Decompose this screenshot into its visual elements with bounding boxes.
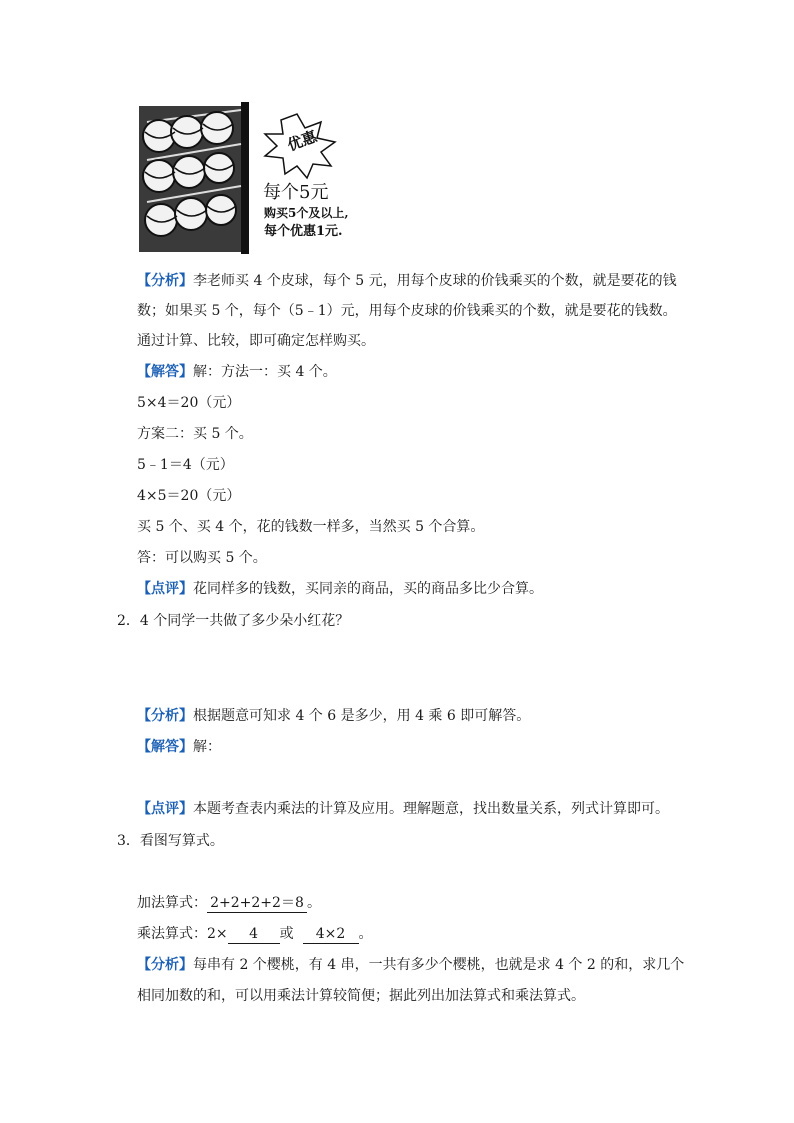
q1-answer-line-5: 4×5＝20（元） [137, 488, 241, 504]
q1-answer-line-7: 答：可以购买 5 个。 [137, 550, 267, 566]
q3-question: 3．看图写算式。 [117, 833, 224, 849]
answer-tag: 【解答】 [137, 364, 193, 380]
q1-answer-line-6: 买 5 个、买 4 个，花的钱数一样多，当然买 5 个合算。 [137, 519, 485, 535]
analysis-tag: 【分析】 [137, 957, 193, 973]
answer-tag: 【解答】 [137, 739, 193, 755]
offer-line-1: 购买5个及以上, [264, 206, 349, 220]
analysis-tag: 【分析】 [137, 708, 193, 724]
ball-discount-illustration [137, 102, 363, 254]
multiplication-blank-2: 4×2 [303, 925, 359, 944]
review-tag: 【点评】 [137, 581, 193, 597]
q1-analysis-line-1: 【分析】李老师买 4 个皮球，每个 5 元，用每个皮球的价钱乘买的个数，就是要花的钱 [137, 273, 677, 289]
multiplication-blank-1: 4 [228, 925, 280, 944]
q1-answer-line-4: 5﹣1＝4（元） [137, 457, 234, 473]
q2-review: 【点评】本题考查表内乘法的计算及应用。理解题意，找出数量关系，列式计算即可。 [137, 801, 669, 817]
q3-addition-formula: 加法算式： 2+2+2+2＝8 。 [137, 895, 321, 911]
q2-number: 2． [117, 613, 140, 629]
q2-question: 2．4 个同学一共做了多少朵小红花？ [117, 613, 350, 629]
q1-analysis-line-3: 通过计算、比较，即可确定怎样购买。 [137, 333, 375, 349]
discount-badge-text: 优惠 [284, 127, 320, 155]
offer-line-2: 每个优惠1元. [264, 224, 343, 239]
q1-answer-line-1: 【解答】解：方法一：买 4 个。 [137, 364, 337, 380]
q3-multiplication-formula: 乘法算式：2× 4 或 4×2 。 [137, 926, 373, 942]
q1-analysis-line-2: 数；如果买 5 个，每个（5﹣1）元，用每个皮球的价钱乘买的个数，就是要花的钱数。 [137, 303, 677, 319]
q3-analysis-line-2: 相同加数的和，可以用乘法计算较简便；据此列出加法算式和乘法算式。 [137, 988, 585, 1004]
addition-answer-blank: 2+2+2+2＝8 [207, 894, 307, 913]
q3-number: 3． [117, 833, 140, 849]
q2-analysis: 【分析】根据题意可知求 4 个 6 是多少，用 4 乘 6 即可解答。 [137, 708, 531, 724]
price-text: 每个5元 [263, 182, 329, 203]
review-tag: 【点评】 [137, 801, 193, 817]
analysis-tag: 【分析】 [137, 273, 193, 289]
q3-analysis-line-1: 【分析】每串有 2 个樱桃，有 4 串，一共有多少个樱桃，也就是求 4 个 2 的和，求几个 [137, 957, 685, 973]
q1-answer-line-2: 5×4＝20（元） [137, 395, 241, 411]
q2-answer: 【解答】解： [137, 739, 221, 755]
q1-review: 【点评】花同样多的钱数，买同亲的商品，买的商品多比少合算。 [137, 581, 543, 597]
q1-answer-line-3: 方案二：买 5 个。 [137, 426, 253, 442]
